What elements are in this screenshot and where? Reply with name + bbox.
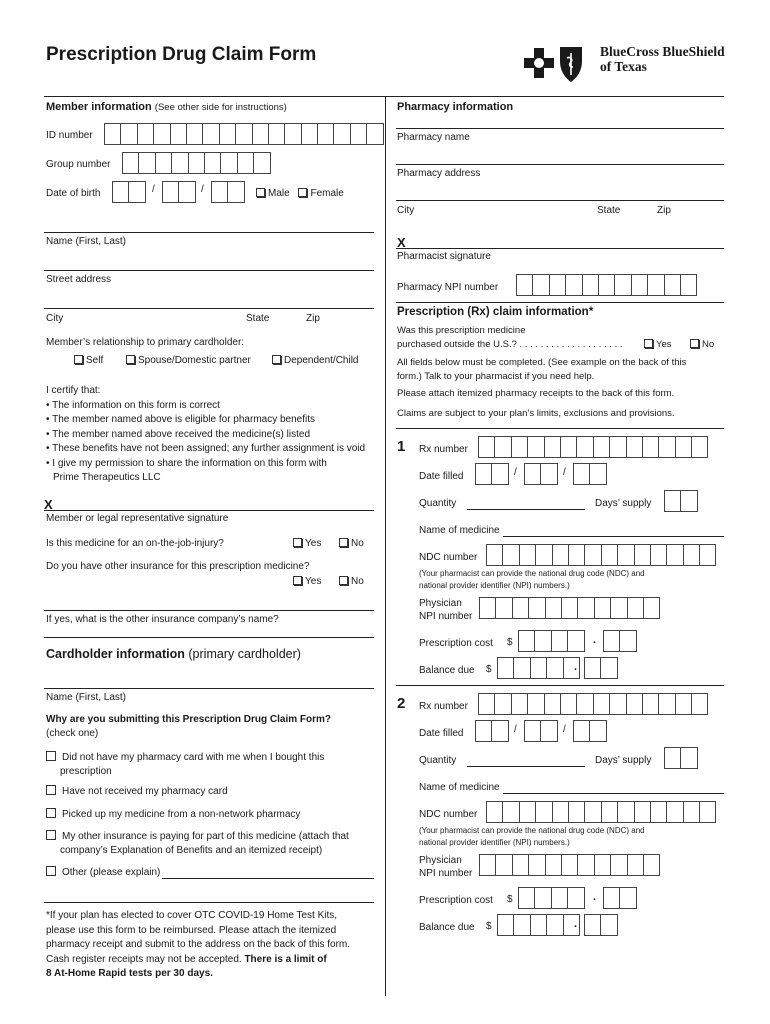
reason-2-label: Have not received my pharmacy card xyxy=(62,786,228,797)
claim-heading: Prescription (Rx) claim information* xyxy=(397,306,594,318)
why-question: Why are you submitting this Prescription Drug Claim Form? xyxy=(46,714,332,725)
member-signature-line[interactable] xyxy=(44,510,374,511)
relationship-spouse xyxy=(126,355,251,366)
cardholder-heading-text: Cardholder information xyxy=(46,647,185,661)
rx-cost-dollars-boxes-1[interactable] xyxy=(518,630,584,652)
medicine-name-label-1: Name of medicine xyxy=(419,525,500,536)
days-supply-label-2: Days’ supply xyxy=(595,755,652,766)
balance-dot-1: . xyxy=(574,661,578,673)
physician-npi-boxes-2[interactable] xyxy=(479,854,659,876)
male-checkbox[interactable] xyxy=(256,188,265,197)
pharmacy-name-line[interactable] xyxy=(396,128,724,129)
reason-1-label-cont: prescription xyxy=(60,766,112,777)
outside-us-no xyxy=(690,339,714,350)
entry-1-rule xyxy=(396,428,724,429)
covid-note-limit-cont: 8 At-Home Rapid tests per 30 days. xyxy=(46,968,213,979)
certify-item: • The member named above is eligible for pharmacy benefits xyxy=(46,414,316,425)
balance-cents-boxes-1[interactable] xyxy=(584,657,617,679)
balance-cents-boxes-2[interactable] xyxy=(584,914,617,936)
pharmacy-address-line[interactable] xyxy=(396,164,724,165)
otj-no xyxy=(339,538,364,549)
ndc-label-1: NDC number xyxy=(419,552,478,563)
rx-cost-dot-1: . xyxy=(593,634,597,646)
certify-block xyxy=(46,384,365,486)
rx-cost-label-1: Prescription cost xyxy=(419,638,493,649)
cardholder-heading-note: (primary cardholder) xyxy=(188,647,301,661)
entry-1-number: 1 xyxy=(397,438,406,455)
brand-line-1: BlueCross BlueShield xyxy=(600,44,725,59)
pharmacy-npi-boxes[interactable] xyxy=(516,274,696,296)
claim-note-1a: All fields below must be completed. (See example on the back of this xyxy=(397,357,687,368)
reason-5-label: Other (please explain) xyxy=(62,867,161,878)
balance-dollar-2: $ xyxy=(486,921,492,932)
ndc-boxes-2[interactable] xyxy=(486,801,715,823)
reason-4-checkbox[interactable] xyxy=(46,830,56,840)
reason-3-checkbox[interactable] xyxy=(46,808,56,818)
covid-note-line: Cash register receipts may not be accepted. xyxy=(46,953,242,965)
otj-question: Is this medicine for an on-the-job-injury? xyxy=(46,538,224,549)
pharmacy-heading: Pharmacy information xyxy=(397,101,514,113)
certify-item: • The member named above received the medicine(s) listed xyxy=(46,428,310,440)
reason-not-have-card xyxy=(46,751,324,779)
npi-label-2: NPI number xyxy=(419,867,473,879)
other-ins-no xyxy=(339,576,364,587)
pharmacy-zip-label: Zip xyxy=(657,205,671,216)
member-heading xyxy=(46,101,287,113)
reason-2-checkbox[interactable] xyxy=(46,785,56,795)
claim-note-3: Claims are subject to your plan’s limits, exclusions and provisions. xyxy=(397,408,675,419)
pharmacy-state-label: State xyxy=(597,205,621,216)
dob-year-boxes[interactable] xyxy=(211,181,244,203)
date-filled-label-2: Date filled xyxy=(419,728,464,739)
check-one-note: (check one) xyxy=(46,728,99,739)
member-name-label: Name (First, Last) xyxy=(46,236,127,247)
pharmacist-sig-label: Pharmacist signature xyxy=(397,251,491,262)
outside-us-yes-label: Yes xyxy=(656,339,672,350)
outside-us-no-checkbox[interactable] xyxy=(690,339,699,348)
reason-4-label: My other insurance is paying for part of this medicine (attach that xyxy=(62,831,349,842)
reason-non-network xyxy=(46,809,300,820)
ndc-note-1 xyxy=(419,568,645,591)
balance-dot-2: . xyxy=(574,918,578,930)
female-label: Female xyxy=(310,188,344,199)
id-number-boxes[interactable] xyxy=(104,123,383,145)
self-label: Self xyxy=(86,355,104,366)
spouse-label: Spouse/Domestic partner xyxy=(138,355,251,366)
other-ins-name-label: If yes, what is the other insurance company’s name? xyxy=(46,614,279,625)
page-title: Prescription Drug Claim Form xyxy=(46,44,317,65)
balance-due-label-2: Balance due xyxy=(419,922,475,933)
column-divider xyxy=(385,96,386,996)
otj-yes xyxy=(293,538,321,549)
other-ins-no-label: No xyxy=(351,576,364,587)
covid-note xyxy=(46,909,350,982)
date-filled-day-1[interactable] xyxy=(524,463,557,485)
rx-cost-cents-boxes-1[interactable] xyxy=(603,630,636,652)
balance-dollars-boxes-2[interactable] xyxy=(497,914,579,936)
physician-npi-label-1 xyxy=(419,598,472,623)
dependent-label: Dependent/Child xyxy=(284,355,359,366)
date-filled-month-1[interactable] xyxy=(475,463,508,485)
claim-rule xyxy=(396,302,724,303)
physician-npi-boxes-1[interactable] xyxy=(479,597,659,619)
cardholder-heading xyxy=(46,647,301,661)
pharmacist-sig-x: X xyxy=(397,235,406,250)
ndc-note-1b: national provider identifier (NPI) numbers.) xyxy=(419,580,570,590)
quantity-line-1[interactable] xyxy=(467,509,585,510)
brand-line-2: of Texas xyxy=(600,59,647,74)
female-checkbox[interactable] xyxy=(298,188,307,197)
outside-us-dots: . . . . . . . . . . . . . . . . . . . . xyxy=(519,339,623,350)
otj-no-label: No xyxy=(351,538,364,549)
pharmacy-address-label: Pharmacy address xyxy=(397,168,481,179)
other-ins-no-checkbox[interactable] xyxy=(339,576,348,585)
reason-other-insurance xyxy=(46,830,349,858)
dob-day-boxes[interactable] xyxy=(162,181,195,203)
days-supply-label-1: Days’ supply xyxy=(595,498,652,509)
certify-item: • I give my permission to share the information on this form with xyxy=(46,457,327,469)
otj-yes-label: Yes xyxy=(305,538,322,549)
otj-yes-checkbox[interactable] xyxy=(293,538,302,547)
claim-note-1 xyxy=(397,356,686,384)
member-sig-label: Member or legal representative signature xyxy=(46,513,229,524)
quantity-label-2: Quantity xyxy=(419,755,457,766)
other-ins-yes-label: Yes xyxy=(305,576,322,587)
rx-number-boxes-1[interactable] xyxy=(478,436,707,458)
pharmacy-name-label: Pharmacy name xyxy=(397,132,470,143)
pharmacy-npi-label: Pharmacy NPI number xyxy=(397,282,499,293)
spouse-checkbox[interactable] xyxy=(126,355,135,364)
dob-slash-2: / xyxy=(201,184,204,195)
days-supply-boxes-1[interactable] xyxy=(664,490,697,512)
rx-cost-dollar-1: $ xyxy=(507,637,513,648)
group-number-boxes[interactable] xyxy=(122,152,270,174)
bcbs-cross-shield-icon xyxy=(524,44,586,84)
gender-options xyxy=(256,188,344,199)
rx-number-label-1: Rx number xyxy=(419,444,468,455)
date-filled-year-1[interactable] xyxy=(573,463,606,485)
dob-label: Date of birth xyxy=(46,188,101,199)
covid-note-limit: There is a limit of xyxy=(244,953,327,965)
rx-cost-dollars-boxes-2[interactable] xyxy=(518,887,584,909)
other-ins-yes-checkbox[interactable] xyxy=(293,576,302,585)
physician-npi-label-2 xyxy=(419,855,472,880)
date-filled-label-1: Date filled xyxy=(419,471,464,482)
street-label: Street address xyxy=(46,274,112,285)
rx-number-label-2: Rx number xyxy=(419,701,468,712)
claim-note-1b: form.) Talk to your pharmacist if you need help. xyxy=(397,371,595,382)
pharmacy-city-line[interactable] xyxy=(396,200,724,201)
street-line[interactable] xyxy=(44,270,374,271)
other-explain-line-2[interactable] xyxy=(44,902,374,903)
reason-1-checkbox[interactable] xyxy=(46,751,56,761)
other-ins-line[interactable] xyxy=(44,610,374,611)
certify-heading: I certify that: xyxy=(46,385,101,396)
member-city-label: City xyxy=(46,313,64,324)
ndc-label-2: NDC number xyxy=(419,809,478,820)
certify-item: • The information on this form is correct xyxy=(46,399,220,411)
outside-us-q2 xyxy=(397,339,622,350)
member-heading-text: Member information xyxy=(46,101,152,113)
rx-cost-cents-boxes-2[interactable] xyxy=(603,887,636,909)
male-label: Male xyxy=(268,188,290,199)
balance-due-label-1: Balance due xyxy=(419,665,475,676)
medicine-name-line-1[interactable] xyxy=(503,536,724,537)
cardholder-name-line[interactable] xyxy=(44,688,374,689)
date-filled-slash-1b: / xyxy=(563,467,566,478)
reason-5-checkbox[interactable] xyxy=(46,866,56,876)
date-filled-day-2[interactable] xyxy=(524,720,557,742)
certify-item: Prime Therapeutics LLC xyxy=(53,472,161,483)
covid-note-line: please use this form to be reimbursed. Please attach the itemized xyxy=(46,924,337,936)
bcbs-logo xyxy=(524,44,568,82)
date-filled-slash-1a: / xyxy=(514,467,517,478)
group-number-label: Group number xyxy=(46,159,111,170)
self-checkbox[interactable] xyxy=(74,355,83,364)
other-ins-yes xyxy=(293,576,321,587)
outside-us-yes-checkbox[interactable] xyxy=(644,339,653,348)
ndc-note-2 xyxy=(419,825,645,848)
reason-other xyxy=(46,867,160,878)
date-filled-slash-2b: / xyxy=(563,724,566,735)
pharmacy-city-label: City xyxy=(397,205,415,216)
rx-cost-dollar-2: $ xyxy=(507,894,513,905)
relationship-dependent xyxy=(272,355,359,366)
member-name-line[interactable] xyxy=(44,232,374,233)
dob-slash-1: / xyxy=(152,184,155,195)
other-ins-question: Do you have other insurance for this prescription medicine? xyxy=(46,561,310,572)
npi-label-1: NPI number xyxy=(419,610,473,622)
id-number-label: ID number xyxy=(46,130,93,141)
member-sig-x: X xyxy=(44,497,53,512)
entry-2-number: 2 xyxy=(397,695,406,712)
outside-us-no-label: No xyxy=(702,339,715,350)
ndc-note-1a: (Your pharmacist can provide the national drug code (NDC) and xyxy=(419,569,645,578)
otj-no-checkbox[interactable] xyxy=(339,538,348,547)
medicine-name-label-2: Name of medicine xyxy=(419,782,500,793)
medicine-name-line-2[interactable] xyxy=(503,793,724,794)
rx-number-boxes-2[interactable] xyxy=(478,693,707,715)
reason-1-label: Did not have my pharmacy card with me when I bought this xyxy=(62,752,325,763)
date-filled-year-2[interactable] xyxy=(573,720,606,742)
physician-label-2: Physician xyxy=(419,855,462,866)
ndc-note-2b: national provider identifier (NPI) numbers.) xyxy=(419,837,570,847)
brand-name xyxy=(600,44,725,74)
quantity-line-2[interactable] xyxy=(467,766,585,767)
relationship-label: Member’s relationship to primary cardholder: xyxy=(46,337,245,348)
days-supply-boxes-2[interactable] xyxy=(664,747,697,769)
rx-cost-label-2: Prescription cost xyxy=(419,895,493,906)
city-line[interactable] xyxy=(44,308,374,309)
member-heading-note: (See other side for instructions) xyxy=(154,102,287,113)
outside-us-q1: Was this prescription medicine xyxy=(397,325,526,336)
ndc-note-2a: (Your pharmacist can provide the national drug code (NDC) and xyxy=(419,826,645,835)
certify-item: • These benefits have not been assigned; any further assignment is void xyxy=(46,443,366,454)
claim-note-2: Please attach itemized pharmacy receipts to the back of this form. xyxy=(397,388,675,399)
member-zip-label: Zip xyxy=(306,313,320,324)
physician-label-1: Physician xyxy=(419,598,462,609)
balance-dollar-1: $ xyxy=(486,664,492,675)
relationship-self xyxy=(74,355,103,366)
outside-us-yes xyxy=(644,339,672,350)
covid-note-line: *If your plan has elected to cover OTC COVID-19 Home Test Kits, xyxy=(46,910,338,921)
member-state-label: State xyxy=(246,313,270,324)
reason-4-label-cont: company’s Explanation of Benefits and an itemized receipt) xyxy=(60,845,323,856)
pharmacist-signature-line[interactable] xyxy=(396,248,724,249)
other-explain-line[interactable] xyxy=(162,878,374,879)
entry-2-rule xyxy=(396,685,724,686)
cardholder-name-label: Name (First, Last) xyxy=(46,692,127,703)
header-rule xyxy=(44,96,724,97)
rx-cost-dot-2: . xyxy=(593,891,597,903)
quantity-label-1: Quantity xyxy=(419,498,457,509)
date-filled-slash-2a: / xyxy=(514,724,517,735)
dob-month-boxes[interactable] xyxy=(112,181,145,203)
outside-us-q2-text: purchased outside the U.S.? xyxy=(397,339,517,350)
ndc-boxes-1[interactable] xyxy=(486,544,715,566)
covid-note-line: pharmacy receipt and submit to the address on the back of this form. xyxy=(46,939,351,950)
dependent-checkbox[interactable] xyxy=(272,355,281,364)
balance-dollars-boxes-1[interactable] xyxy=(497,657,579,679)
reason-not-received-card xyxy=(46,786,228,797)
cardholder-rule xyxy=(44,637,374,638)
reason-3-label: Picked up my medicine from a non-network pharmacy xyxy=(62,809,301,820)
date-filled-month-2[interactable] xyxy=(475,720,508,742)
